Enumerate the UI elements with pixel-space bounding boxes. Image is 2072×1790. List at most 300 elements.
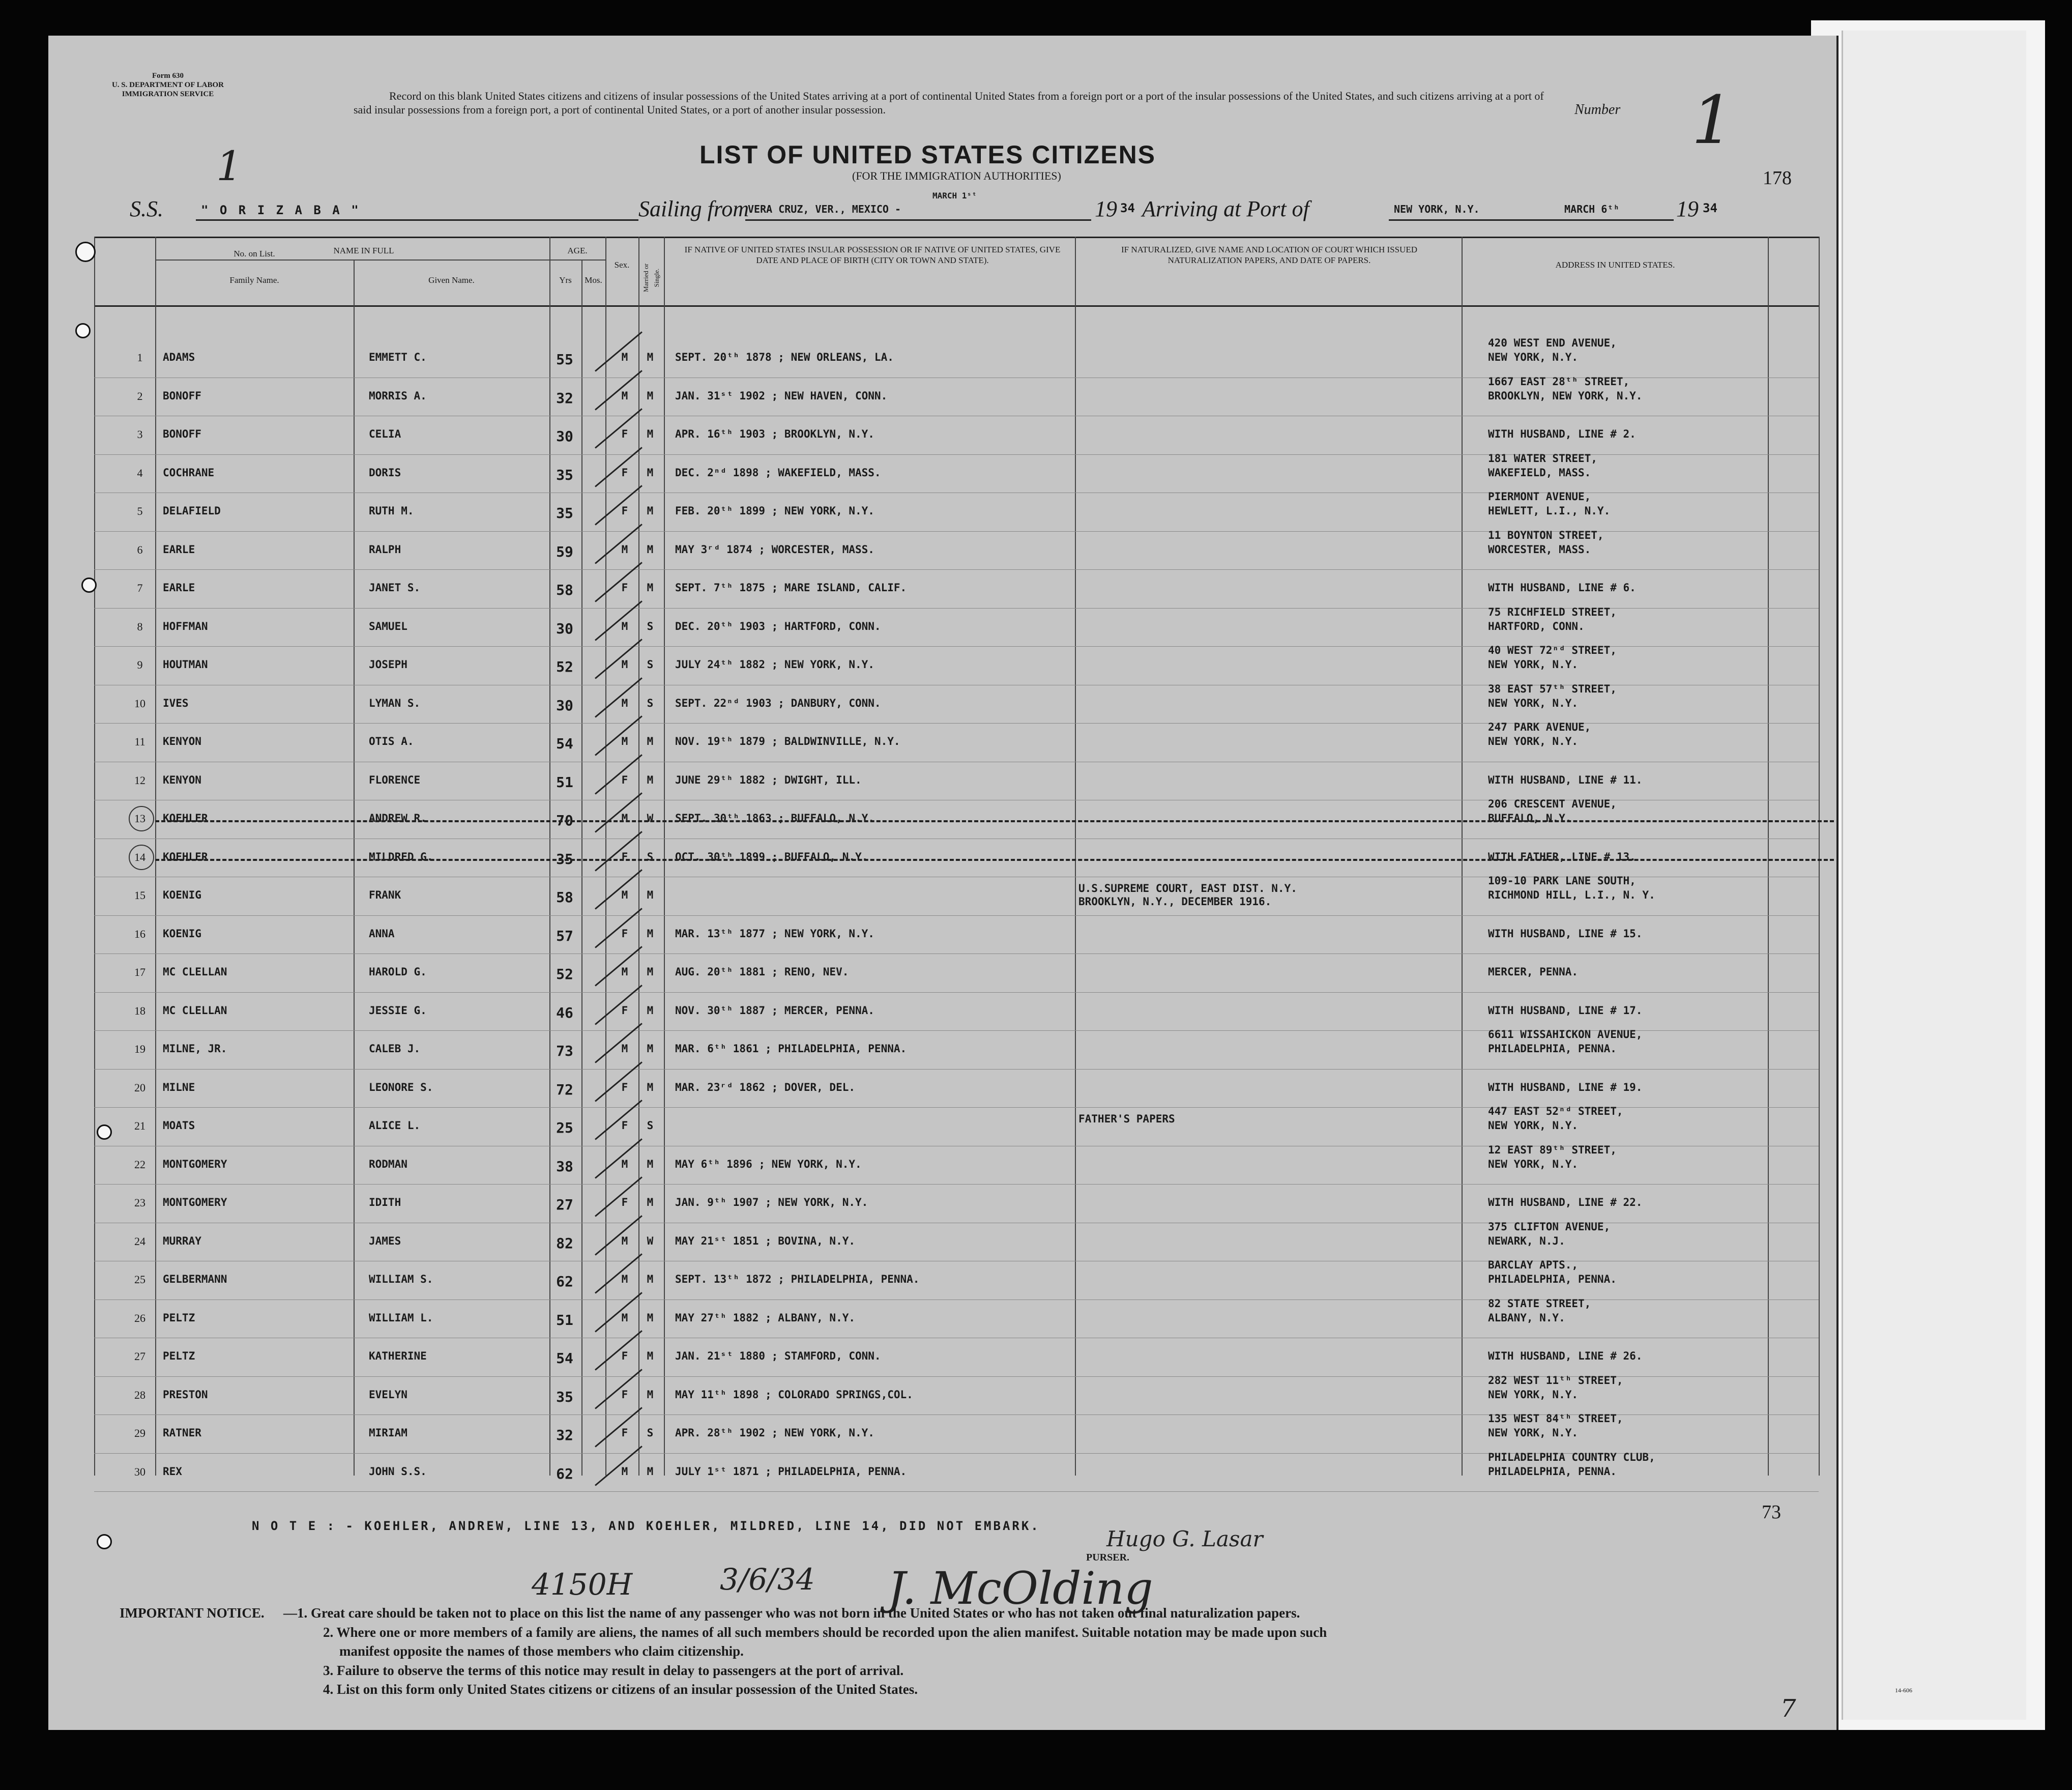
age-years: 51 [556, 1311, 573, 1329]
birth-info: SEPT. 7ᵗʰ 1875 ; MARE ISLAND, CALIF. [675, 582, 907, 594]
marital-status: S [647, 697, 654, 709]
table-row [48, 763, 1836, 801]
age-years: 32 [556, 389, 573, 407]
address: WITH HUSBAND, LINE # 17. [1488, 1004, 1643, 1017]
given-name: WILLIAM L. [369, 1311, 433, 1324]
notice-item-2: 2. Where one or more members of a family are aliens, the names of all such members should be recorded upon the alien manifest. Suitable notation may be made upon such [323, 1625, 1327, 1640]
family-name: EARLE [163, 543, 195, 556]
table-row [48, 375, 1836, 417]
sex: F [621, 1081, 628, 1093]
birth-info: SEPT. 13ᵗʰ 1872 ; PHILADELPHIA, PENNA. [675, 1273, 920, 1285]
ss-label: S.S. [130, 196, 163, 221]
marital-status: M [647, 505, 654, 517]
family-name: HOFFMAN [163, 620, 208, 632]
col-naturalized-header: IF NATURALIZED, GIVE NAME AND LOCATION OF COURT WHICH ISSUED NATURALIZATION PAPERS, AND DATE OF PAPERS. [1121, 245, 1417, 265]
row-number: 6 [137, 543, 143, 556]
address: 247 PARK AVENUE, NEW YORK, N.Y. [1488, 721, 1591, 747]
check-mark [595, 331, 643, 371]
sex: M [621, 812, 628, 824]
age-years: 70 [556, 812, 573, 829]
marital-status: M [647, 1388, 654, 1401]
page-subtitle: (FOR THE IMMIGRATION AUTHORITIES) [852, 169, 1061, 182]
given-name: JESSIE G. [369, 1004, 427, 1017]
table-row [48, 1143, 1836, 1185]
table-row [48, 1105, 1836, 1146]
given-name: OTIS A. [369, 735, 414, 747]
family-name: MOATS [163, 1119, 195, 1132]
col-address-header: ADDRESS IN UNITED STATES. [1555, 260, 1675, 270]
background-sheet-edge [1842, 31, 2026, 1720]
address: 11 BOYNTON STREET, WORCESTER, MASS. [1488, 529, 1604, 556]
table-row [48, 490, 1836, 532]
given-name: MIRIAM [369, 1427, 407, 1439]
address: 109-10 PARK LANE SOUTH, RICHMOND HILL, L.I., N. Y. [1488, 875, 1655, 901]
marital-status: M [647, 1350, 654, 1362]
family-name: MONTGOMERY [163, 1196, 227, 1208]
col-married-header: Married or Single. [642, 264, 660, 292]
row-number: 5 [137, 505, 143, 517]
address: 38 EAST 57ᵗʰ STREET, NEW YORK, N.Y. [1488, 682, 1617, 709]
family-name: KOENIG [163, 927, 201, 940]
col-birth-header: IF NATIVE OF UNITED STATES INSULAR POSSESSION OR IF NATIVE OF UNITED STATES, GIVE DATE AND PLACE OF BIRTH (CITY OR TOWN AND STATE). [684, 245, 1061, 265]
table-row [48, 1451, 1836, 1492]
list-number-handwritten: 1 [1691, 81, 1734, 159]
ship-underline [196, 219, 638, 221]
given-name: LYMAN S. [369, 697, 421, 709]
age-years: 62 [556, 1465, 573, 1482]
given-name: SAMUEL [369, 620, 407, 632]
birth-info: MAR. 6ᵗʰ 1861 ; PHILADELPHIA, PENNA. [675, 1043, 907, 1055]
address: WITH HUSBAND, LINE # 19. [1488, 1081, 1643, 1093]
given-name: KATHERINE [369, 1350, 427, 1362]
row-number: 13 [134, 812, 145, 825]
table-row [48, 570, 1836, 609]
manifest-page [48, 36, 1912, 1730]
row-number: 21 [134, 1119, 145, 1132]
given-name: EMMETT C. [369, 351, 427, 363]
table-row [48, 798, 1836, 839]
address: 447 EAST 52ⁿᵈ STREET, NEW YORK, N.Y. [1488, 1105, 1623, 1132]
sex: M [621, 966, 628, 978]
marital-status: M [647, 773, 654, 786]
sailing-from-value: VERA CRUZ, VER., MEXICO - [748, 203, 901, 215]
row-divider [94, 569, 1819, 570]
birth-info: MAY 11ᵗʰ 1898 ; COLORADO SPRINGS,COL. [675, 1388, 913, 1401]
table-row [48, 682, 1836, 724]
punch-hole [97, 1534, 112, 1549]
address: 82 STATE STREET, ALBANY, N.Y. [1488, 1297, 1591, 1324]
sex: F [621, 1388, 628, 1401]
birth-info: MAY 6ᵗʰ 1896 ; NEW YORK, N.Y. [675, 1158, 862, 1170]
sex: F [621, 466, 628, 479]
handwritten-one: 1 [216, 142, 242, 190]
col-name-header: NAME IN FULL [333, 246, 394, 255]
birth-info: MAR. 23ʳᵈ 1862 ; DOVER, DEL. [675, 1081, 856, 1093]
birth-info: JAN. 31ˢᵗ 1902 ; NEW HAVEN, CONN. [675, 389, 888, 402]
age-years: 35 [556, 1388, 573, 1405]
row-number: 7 [137, 582, 143, 594]
marital-status: M [647, 582, 654, 594]
marital-status: M [647, 1081, 654, 1093]
given-name: ANDREW R. [369, 812, 427, 824]
sex: M [621, 735, 628, 747]
address: 1667 EAST 28ᵗʰ STREET, BROOKLYN, NEW YORK, N.Y. [1488, 375, 1643, 402]
family-name: REX [163, 1465, 182, 1478]
number-label: Number [1574, 102, 1621, 118]
row-number: 22 [134, 1158, 145, 1171]
address: WITH HUSBAND, LINE # 22. [1488, 1196, 1643, 1208]
form-code: 14-606 [1895, 1687, 1912, 1694]
given-name: HAROLD G. [369, 966, 427, 978]
given-name: FLORENCE [369, 773, 421, 786]
family-name: GELBERMANN [163, 1273, 227, 1285]
sex: F [621, 1350, 628, 1362]
row-number: 25 [134, 1273, 145, 1286]
row-number: 17 [134, 966, 145, 978]
row-number: 4 [137, 466, 143, 479]
address: 75 RICHFIELD STREET, HARTFORD, CONN. [1488, 605, 1617, 632]
sex: M [621, 620, 628, 632]
col-mos-header: Mos. [585, 275, 602, 285]
family-name: MONTGOMERY [163, 1158, 227, 1170]
table-row [48, 1297, 1836, 1339]
given-name: JOSEPH [369, 658, 407, 671]
stamp-number: 178 [1763, 167, 1792, 189]
handwritten-code: 4150H [532, 1567, 633, 1602]
age-years: 52 [556, 658, 573, 675]
given-name: RALPH [369, 543, 401, 556]
age-years: 32 [556, 1427, 573, 1443]
notice-title: IMPORTANT NOTICE. [120, 1605, 265, 1621]
family-name: PRESTON [163, 1388, 208, 1401]
birth-info: JAN. 9ᵗʰ 1907 ; NEW YORK, N.Y. [675, 1196, 868, 1208]
circled-row-number [129, 845, 154, 870]
given-name: IDITH [369, 1196, 401, 1208]
address: 40 WEST 72ⁿᵈ STREET, NEW YORK, N.Y. [1488, 644, 1617, 671]
age-years: 30 [556, 428, 573, 445]
sex: F [621, 1004, 628, 1017]
row-number: 8 [137, 620, 143, 633]
address: 420 WEST END AVENUE, NEW YORK, N.Y. [1488, 337, 1617, 363]
form-identifier [102, 71, 234, 99]
given-name: CELIA [369, 428, 401, 440]
table-row [48, 605, 1836, 647]
row-number: 9 [137, 658, 143, 671]
table-row [48, 644, 1836, 685]
birth-info: NOV. 19ᵗʰ 1879 ; BALDWINVILLE, N.Y. [675, 735, 900, 747]
given-name: ALICE L. [369, 1119, 421, 1132]
family-name: MILNE, JR. [163, 1043, 227, 1055]
birth-info: JULY 24ᵗʰ 1882 ; NEW YORK, N.Y. [675, 658, 874, 671]
family-name: KOEHLER [163, 850, 208, 863]
sex: F [621, 428, 628, 440]
marital-status: M [647, 466, 654, 479]
row-number: 30 [134, 1465, 145, 1478]
age-years: 30 [556, 620, 573, 637]
marital-status: S [647, 658, 654, 671]
given-name: MORRIS A. [369, 389, 427, 402]
birth-info: DEC. 2ⁿᵈ 1898 ; WAKEFIELD, MASS. [675, 466, 881, 479]
arriving-year: 34 [1703, 201, 1717, 215]
table-row [48, 1220, 1836, 1262]
row-number: 27 [134, 1350, 145, 1363]
sex: F [621, 850, 628, 863]
age-years: 35 [556, 505, 573, 522]
address: WITH HUSBAND, LINE # 26. [1488, 1350, 1643, 1362]
given-name: WILLIAM S. [369, 1273, 433, 1285]
col-sex-header: Sex. [614, 260, 630, 270]
arriving-year-prefix: 19 [1676, 196, 1699, 221]
sex: F [621, 505, 628, 517]
family-name: MC CLELLAN [163, 966, 227, 978]
birth-info: APR. 16ᵗʰ 1903 ; BROOKLYN, N.Y. [675, 428, 874, 440]
sex: F [621, 1196, 628, 1208]
birth-info: APR. 28ᵗʰ 1902 ; NEW YORK, N.Y. [675, 1427, 874, 1439]
sex: M [621, 1043, 628, 1055]
row-number: 26 [134, 1311, 145, 1324]
marital-status: M [647, 1004, 654, 1017]
sex: M [621, 1311, 628, 1324]
age-years: 55 [556, 351, 573, 368]
age-years: 82 [556, 1234, 573, 1252]
table-row [48, 993, 1836, 1031]
row-number: 29 [134, 1427, 145, 1439]
sailing-underline [745, 219, 1091, 221]
address: BARCLAY APTS., PHILADELPHIA, PENNA. [1488, 1259, 1617, 1285]
birth-info: MAY 3ʳᵈ 1874 ; WORCESTER, MASS. [675, 543, 874, 556]
row-divider [94, 992, 1819, 993]
sex: M [621, 1234, 628, 1247]
address: 375 CLIFTON AVENUE, NEWARK, N.J. [1488, 1220, 1611, 1247]
arriving-date: MARCH 6ᵗʰ [1564, 203, 1620, 215]
table-row [48, 840, 1836, 878]
row-number: 18 [134, 1004, 145, 1017]
marital-status: M [647, 966, 654, 978]
family-name: BONOFF [163, 389, 201, 402]
record-instructions: Record on this blank United States citizens and citizens of insular possessions of the United States arriving at a port of continental United States from a foreign port or a port of the insular possessions of the United States, and such citizens arriving at a port of said insular possessions from a foreign port, a port of continental United States, or a port of another insular possession. [354, 90, 1544, 116]
address: 135 WEST 84ᵗʰ STREET, NEW YORK, N.Y. [1488, 1412, 1623, 1439]
sex: M [621, 889, 628, 901]
given-name: LEONORE S. [369, 1081, 433, 1093]
purser-signature: Hugo G. Lasar [1106, 1526, 1263, 1551]
table-row [48, 916, 1836, 955]
circled-row-number [129, 806, 154, 831]
sex: F [621, 582, 628, 594]
marital-status: M [647, 1273, 654, 1285]
family-name: DELAFIELD [163, 505, 221, 517]
marital-status: M [647, 543, 654, 556]
family-name: KENYON [163, 773, 201, 786]
given-name: DORIS [369, 466, 401, 479]
age-years: 58 [556, 582, 573, 598]
strike-through-line [155, 859, 1834, 861]
table-row [48, 417, 1836, 455]
age-years: 54 [556, 735, 573, 752]
age-years: 72 [556, 1081, 573, 1098]
arriving-label: Arriving at Port of [1142, 196, 1309, 221]
notice-item-4: 4. List on this form only United States citizens or citizens of an insular possession of the United States. [323, 1682, 918, 1697]
department-name: U. S. DEPARTMENT OF LABOR [111, 81, 224, 89]
marital-status: M [647, 1043, 654, 1055]
given-name: CALEB J. [369, 1043, 421, 1055]
age-years: 30 [556, 697, 573, 714]
address: WITH HUSBAND, LINE # 2. [1488, 428, 1636, 440]
marital-status: M [647, 735, 654, 747]
given-name: ANNA [369, 927, 395, 940]
service-name: IMMIGRATION SERVICE [122, 90, 214, 98]
birth-info: FEB. 20ᵗʰ 1899 ; NEW YORK, N.Y. [675, 505, 874, 517]
row-number: 28 [134, 1388, 145, 1401]
address: PHILADELPHIA COUNTRY CLUB, PHILADELPHIA, PENNA. [1488, 1451, 1655, 1478]
notice-item-1: —1. Great care should be taken not to place on this list the name of any passenger who was not born in the United States or who has not taken out final naturalization papers. [283, 1605, 1300, 1621]
col-no-header: No. on List. [234, 249, 275, 258]
row-number: 12 [134, 773, 145, 787]
address: WITH HUSBAND, LINE # 6. [1488, 582, 1636, 594]
col-family-header: Family Name. [229, 275, 279, 285]
address: 282 WEST 11ᵗʰ STREET, NEW YORK, N.Y. [1488, 1374, 1623, 1401]
table-row [48, 955, 1836, 993]
naturalization-info: FATHER'S PAPERS [1078, 1113, 1175, 1125]
birth-info: JAN. 21ˢᵗ 1880 ; STAMFORD, CONN. [675, 1350, 881, 1362]
row-number: 3 [137, 428, 143, 441]
marital-status: W [647, 1234, 654, 1247]
table-row [48, 1028, 1836, 1070]
arriving-port: NEW YORK, N.Y. [1394, 203, 1480, 215]
sex: M [621, 1158, 628, 1170]
marital-status: M [647, 1311, 654, 1324]
birth-info: DEC. 20ᵗʰ 1903 ; HARTFORD, CONN. [675, 620, 881, 632]
family-name: MC CLELLAN [163, 1004, 227, 1017]
row-number: 10 [134, 697, 145, 710]
purser-label: PURSER. [1086, 1552, 1130, 1563]
naturalization-info: U.S.SUPREME COURT, EAST DIST. N.Y. BROOKLYN, N.Y., DECEMBER 1916. [1078, 882, 1297, 908]
address: 206 CRESCENT AVENUE, BUFFALO, N.Y. [1488, 798, 1617, 824]
row-number: 2 [137, 389, 143, 402]
marital-status: S [647, 1119, 654, 1132]
sailing-year: 34 [1120, 201, 1135, 215]
strike-through-line [155, 820, 1834, 822]
birth-info: SEPT. 20ᵗʰ 1878 ; NEW ORLEANS, LA. [675, 351, 894, 363]
inspector-signature: J. McOlding [888, 1562, 1153, 1614]
age-years: 73 [556, 1043, 573, 1059]
given-name: JOHN S.S. [369, 1465, 427, 1478]
table-row [48, 1070, 1836, 1108]
given-name: MILDRED G. [369, 850, 433, 863]
voyage-line [130, 191, 1808, 226]
table-row [48, 1374, 1836, 1416]
family-name: PELTZ [163, 1311, 195, 1324]
age-years: 27 [556, 1196, 573, 1213]
row-divider [94, 1491, 1819, 1492]
given-name: JAMES [369, 1234, 401, 1247]
row-number: 16 [134, 927, 145, 940]
family-name: COCHRANE [163, 466, 215, 479]
birth-info: OCT. 30ᵗʰ 1899 ; BUFFALO, N.Y. [675, 850, 868, 863]
family-name: RATNER [163, 1427, 201, 1439]
form-number: Form 630 [152, 72, 184, 80]
ship-name: " O R I Z A B A " [201, 203, 361, 217]
address: WITH FATHER, LINE # 13. [1488, 850, 1636, 863]
sex: M [621, 389, 628, 402]
family-name: MURRAY [163, 1234, 201, 1247]
sex: M [621, 697, 628, 709]
sex: F [621, 1119, 628, 1132]
given-name: JANET S. [369, 582, 421, 594]
marital-status: W [647, 812, 654, 824]
table-row [48, 1412, 1836, 1454]
family-name: MILNE [163, 1081, 195, 1093]
page-number: 7 [1781, 1694, 1796, 1723]
address: WITH HUSBAND, LINE # 15. [1488, 927, 1643, 940]
age-years: 35 [556, 850, 573, 868]
age-years: 51 [556, 773, 573, 791]
footer-note: N O T E : - KOEHLER, ANDREW, LINE 13, AND KOEHLER, MILDRED, LINE 14, DID NOT EMBARK. [252, 1519, 1040, 1533]
address: 6611 WISSAHICKON AVENUE, PHILADELPHIA, PENNA. [1488, 1028, 1643, 1055]
punch-hole [97, 1124, 112, 1140]
sailing-date: MARCH 1ˢᵗ [932, 191, 977, 200]
table-row [48, 1339, 1836, 1377]
address: MERCER, PENNA. [1488, 966, 1579, 978]
family-name: PELTZ [163, 1350, 195, 1362]
table-row [48, 452, 1836, 494]
row-number: 15 [134, 889, 145, 902]
sex: M [621, 543, 628, 556]
row-number: 14 [134, 850, 145, 863]
table-row [48, 721, 1836, 762]
address: 181 WATER STREET, WAKEFIELD, MASS. [1488, 452, 1597, 479]
marital-status: M [647, 889, 654, 901]
col-given-header: Given Name. [428, 275, 475, 285]
col-age-header: AGE. [567, 246, 588, 255]
family-name: KOEHLER [163, 812, 208, 824]
family-name: KOENIG [163, 889, 201, 901]
row-number: 20 [134, 1081, 145, 1094]
table-row [48, 529, 1836, 570]
given-name: FRANK [369, 889, 401, 901]
row-divider [94, 1069, 1819, 1070]
punch-hole [81, 578, 97, 593]
page-title: LIST OF UNITED STATES CITIZENS [699, 140, 1156, 169]
row-number: 24 [134, 1234, 145, 1248]
sex: M [621, 1465, 628, 1478]
age-years: 38 [556, 1158, 573, 1175]
sailing-year-prefix: 19 [1095, 196, 1117, 221]
punch-hole [75, 242, 96, 262]
family-name: IVES [163, 697, 189, 709]
punch-hole [75, 323, 91, 338]
age-years: 52 [556, 966, 573, 983]
sailing-from-label: Sailing from [638, 196, 749, 221]
given-name: RUTH M. [369, 505, 414, 517]
row-number: 11 [134, 735, 145, 748]
table-row [48, 875, 1836, 916]
age-years: 59 [556, 543, 573, 560]
age-years: 35 [556, 466, 573, 483]
row-number: 23 [134, 1196, 145, 1209]
marital-status: M [647, 927, 654, 940]
marital-status: S [647, 850, 654, 863]
notice-item-2-cont: manifest opposite the names of those members who claim citizenship. [339, 1643, 744, 1659]
family-name: EARLE [163, 582, 195, 594]
birth-info: MAY 21ˢᵗ 1851 ; BOVINA, N.Y. [675, 1234, 856, 1247]
age-years: 58 [556, 889, 573, 906]
row-number: 19 [134, 1043, 145, 1055]
marital-status: S [647, 620, 654, 632]
row-divider [94, 1184, 1819, 1185]
marital-status: M [647, 1465, 654, 1478]
family-name: ADAMS [163, 351, 195, 363]
notice-item-3: 3. Failure to observe the terms of this notice may result in delay to passengers at the port of arrival. [323, 1663, 904, 1678]
